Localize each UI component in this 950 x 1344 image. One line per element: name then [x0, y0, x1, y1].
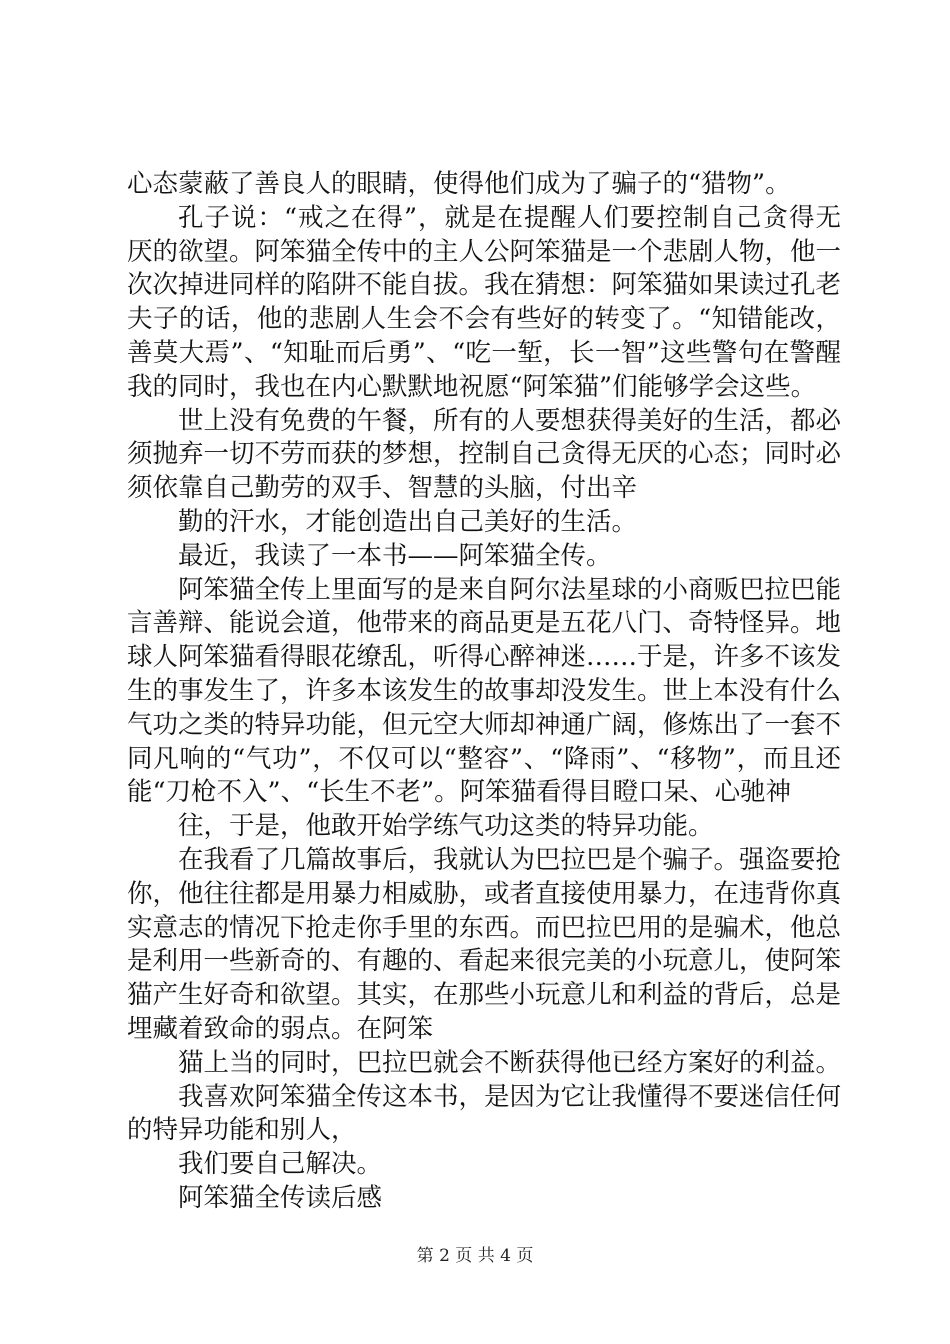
- paragraph: 在我看了几篇故事后，我就认为巴拉巴是个骗子。强盗要抢你，他往往都是用暴力相威胁，或者直接使用暴力，在违背你真实意志的情况下抢走你手里的东西。而巴拉巴用的是骗术，他总是利用一些新奇的、有趣的、看起来很完美的小玩意儿，使阿笨猫产生好奇和欲望。其实，在那些小玩意儿和利益的背后，总是埋藏着致命的弱点。在阿笨: [127, 844, 842, 1044]
- paragraph: 心态蒙蔽了善良人的眼睛，使得他们成为了骗子的“猎物”。: [127, 169, 791, 199]
- paragraph: 勤的汗水，才能创造出自己美好的生活。: [178, 506, 638, 537]
- paragraph: 我喜欢阿笨猫全传这本书，是因为它让我懂得不要迷信任何的特异功能和别人，: [127, 1081, 842, 1146]
- paragraph: 最近，我读了一本书——阿笨猫全传。: [178, 540, 612, 571]
- paragraph: 往，于是，他敢开始学练气功这类的特异功能。: [178, 811, 714, 842]
- document-body: [127, 168, 841, 1216]
- paragraph: 猫上当的同时，巴拉巴就会不断获得他已经方案好的利益。: [178, 1047, 842, 1078]
- paragraph: 阿笨猫全传读后感: [178, 1182, 383, 1213]
- paragraph: 阿笨猫全传上里面写的是来自阿尔法星球的小商贩巴拉巴能言善辩、能说会道，他带来的商品更是五花八门、奇特怪异。地球人阿笨猫看得眼花缭乱，听得心醉神迷……于是，许多不该发生的事发生了，许多本该发生的故事却没发生。世上本没有什么气功之类的特异功能，但元空大师却神通广阔，修炼出了一套不同凡响的“气功”，不仅可以“整容”、“降雨”、“移物”，而且还能“刀枪不入”、“长生不老”。阿笨猫看得目瞪口呆、心驰神: [127, 574, 842, 808]
- paragraph: 孔子说：“戒之在得”，就是在提醒人们要控制自己贪得无厌的欲望。阿笨猫全传中的主人公阿笨猫是一个悲剧人物，他一次次掉进同样的陷阱不能自拔。我在猜想：阿笨猫如果读过孔老夫子的话，他的悲剧人生会不会有些好的转变了。“知错能改，善莫大焉”、“知耻而后勇”、“吃一堑，长一智”这些警句在警醒我的同时，我也在内心默默地祝愿“阿笨猫”们能够学会这些。: [127, 202, 842, 402]
- paragraph: 世上没有免费的午餐，所有的人要想获得美好的生活，都必须抛弃一切不劳而获的梦想，控制自己贪得无厌的心态；同时必须依靠自己勤劳的双手、智慧的头脑，付出辛: [127, 405, 842, 504]
- page-footer: 第 2 页 共 4 页: [416, 1246, 534, 1266]
- paragraph: 我们要自己解决。: [178, 1149, 383, 1180]
